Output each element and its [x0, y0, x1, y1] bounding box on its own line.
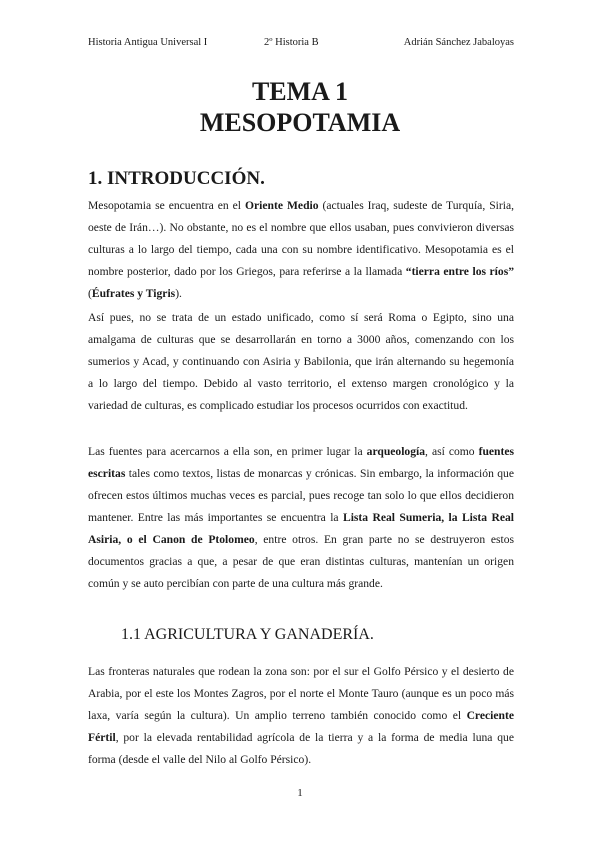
paragraph-3: Las fuentes para acercarnos a ella son, en primer lugar la arqueología, así como fuentes escritas tales como textos, listas de monarcas y crónicas. Sin embargo, la información que ofrecen estos últimos muchas veces es parcial, pues recoge tan solo lo que ellos decidieron mantener. Entre las más importantes se encuentra la Lista Real Sumeria, la Lista Real Asiria, o el Canon de Ptolomeo, entre otros. En gran parte no se destruyeron estos documentos gracias a que, a pesar de que eran distintas culturas, mantenían un origen común y se auto percibían con parte de una cultura más grande.: [88, 445, 515, 590]
paragraph-4: Las fronteras naturales que rodean la zona son: por el sur el Golfo Pérsico y el desierto de Arabia, por el este los Montes Zagros, por el norte el Monte Tauro (aunque es un poco más laxa, varía según la cultura). Un amplio terreno también conocido como el Creciente Fértil, por la elevada rentabilidad agrícola de la tierra y a la forma de media luna que forma (desde el valle del Nilo al Golfo Pérsico).: [88, 665, 514, 766]
header-author: Adrián Sánchez Jabaloyas: [403, 37, 514, 48]
bold-eufrates-tigris: Éufrates y Tigris: [91, 287, 176, 300]
bold-listas-reales: Lista Real Sumeria, la Lista Real Asiria, o el Canon de Ptolomeo: [88, 511, 515, 546]
page-title: [0, 76, 600, 138]
section-heading-introduccion: 1. INTRODUCCIÓN.: [88, 168, 265, 189]
paragraph-2: Así pues, no se trata de un estado unificado, como sí será Roma o Egipto, sino una amalgama de culturas que se desarrollarán en torno a 3000 años, comenzando con los sumerios y Acad, y continuando con Asiria y Babilonia, que irán alternando su hegemonía a lo largo del tiempo. Debido al vasto territorio, el extenso margen cronológico y la variedad de culturas, es complicado estudiar los procesos ocurridos con exactitud.: [88, 311, 514, 412]
paragraph-1: Mesopotamia se encuentra en el Oriente Medio (actuales Iraq, sudeste de Turquía, Siria, oeste de Irán…). No obstante, no es el nombre que ellos usaban, pues convivieron diversas culturas a lo largo del tiempo, cada una con su nombre identificativo. Mesopotamia es el nombre posterior, dado por los Griegos, para referirse a la llamada “tierra entre los ríos” (Éufrates y Tigris).: [88, 199, 514, 300]
bold-tierra-entre-rios: “tierra entre los ríos”: [405, 265, 514, 278]
page-header: [88, 37, 514, 51]
header-group: 2º Historia B: [264, 37, 319, 48]
bold-fuentes-escritas: fuentes escritas: [88, 445, 515, 480]
title-line-2: MESOPOTAMIA: [199, 108, 401, 137]
bold-creciente-fertil: Creciente Fértil: [88, 709, 514, 744]
header-course: Historia Antigua Universal I: [88, 37, 208, 48]
bold-oriente-medio: Oriente Medio: [245, 199, 319, 212]
page-number: 1: [297, 787, 303, 799]
section-heading-agricultura: 1.1 AGRICULTURA Y GANADERÍA.: [121, 626, 374, 643]
title-line-1: TEMA 1: [251, 77, 349, 106]
bold-arqueologia: arqueología: [366, 445, 426, 458]
